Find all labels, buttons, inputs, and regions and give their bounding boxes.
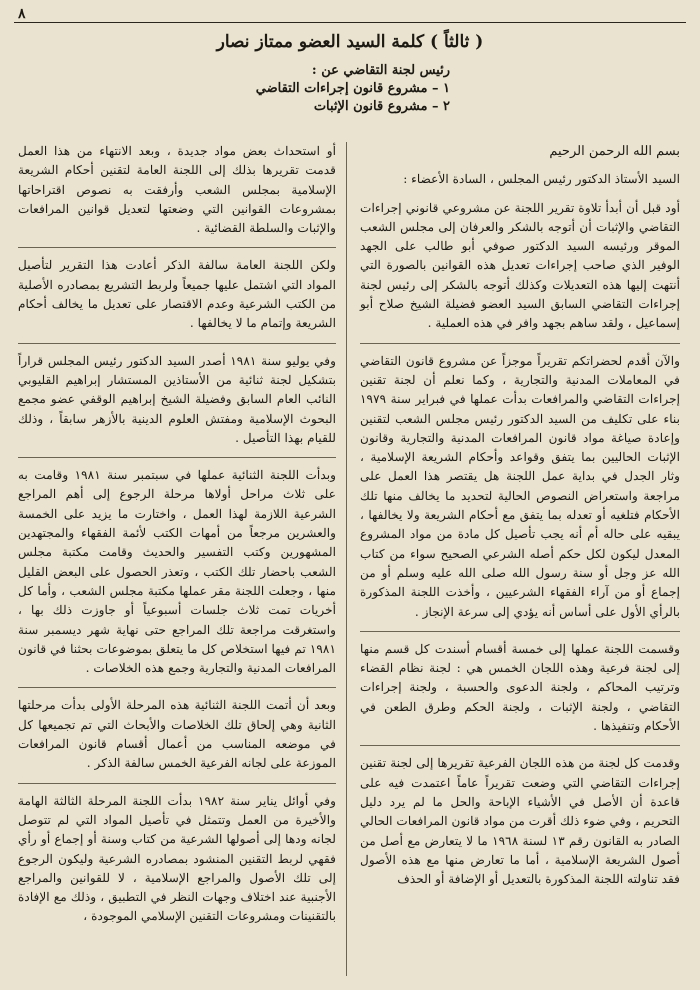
divider-line [18, 457, 336, 458]
paragraph: والآن أقدم لحضراتكم تقريراً موجزاً عن مشروع قانون التقاضي في المعاملات المدنية والتجارية ، وكما نعلم أن لجنة تقنين إجراءات التقاضي والمرافعات بدأت عملها في فبراير سنة ١٩٧٩ بناء على تكليف من السيد الدكتور رئيس مجلس الشعب لتقنين وإعادة صياغة مواد قانون المرافعات المدنية والتجارية وقانون الإثبات الحاليين بما يتفق وقواعد وأحكام الشريعة الإسلامية ، وثار الجدل في بداية عمل اللجنة هل يقتصر هذا العمل على مراجعة واستعراض النصوص الحالية لتحديد ما يخالف منها تلك الأحكام فتلغيه أو تعدله بما يتفق مع أحكام الشريعة ولا يخالفها ، يبقيه على حاله أم أنه يجب تأصيل كل مادة من مواد المشروع المعدل ليكون لكل حكم أصله الشرعي الصحيح سواء من كتاب الله عز وجل أو سنة رسول الله صلى الله عليه وسلم أو من إجماع أو من آراء الفقهاء الشرعيين ، وأخذت اللجنة المذكورة بالرأي الأول على أساس أنه يؤدي إلى سرعة الإنجاز . [360, 353, 680, 619]
divider-line [18, 343, 336, 344]
salutation: السيد الأستاذ الدكتور رئيس المجلس ، السادة الأعضاء : [403, 172, 680, 187]
paragraph: أود قبل أن أبدأ تلاوة تقرير اللجنة عن مشروعي قانوني إجراءات التقاضي والإثبات أن أتوجه بالشكر والعرفان إلى مجلس الشعب الموقر ورئيسه السيد الدكتور صوفي أبو طالب على الجهد الوفير الذي صاحب إجراءات تعديل هذه القوانين بالصورة التي أنتهت إليها هذه التعديلات وكذلك أتوجه بالشكر إلى رئيس لجنة إجراءات التقاضي السابق السيد العضو فضيلة الشيخ صلاح أبو إسماعيل ، ولقد ساهم بجهد وافر في هذه العملية . [360, 200, 680, 331]
paragraph: وفي يوليو سنة ١٩٨١ أصدر السيد الدكتور رئيس المجلس قراراً بتشكيل لجنة ثنائية من الأستاذين المستشار إبراهيم القليوبي النائب العام السابق وفضيلة الشيخ إبراهيم الوقفي عضو مجمع البحوث الإسلامية ومفتش العلوم الدينية بالأزهر سابقاً ، وذلك للقيام بهذا التأصيل . [18, 353, 336, 445]
paragraph: ولكن اللجنة العامة سالفة الذكر أعادت هذا التقرير لتأصيل المواد التي اشتمل عليها جميعاً ولربط التشريع بمصادره الأصلية من الكتب الشرعية وعدم الاقتصار على تعديل ما يخالف أحكام الشريعة وإتمام ما لا يخالفها . [18, 258, 336, 331]
top-rule [14, 22, 686, 23]
divider-line [360, 745, 680, 746]
paragraph: وقدمت كل لجنة من هذه اللجان الفرعية تقريرها إلى لجنة تقنين إجراءات التقاضي التي وضعت تقريراً عاماً اعتمدت فيه على قاعدة أن الأصل في الأشياء الإباحة والحل ما لم يرد دليل التحريم ، وفي ضوء ذلك أقرت من مواد قانون المرافعات الحالي الصادر به القانون رقم ١٣ لسنة ١٩٦٨ ما لا يتعارض مع أصل من أصول الشريعة الإسلامية ، أما ما تعارض منها مع هذه الأصول فقد تناولته اللجنة المذكورة بالتعديل أو الإضافة أو الحذف [360, 756, 681, 887]
paragraph: وفي أوائل يناير سنة ١٩٨٢ بدأت اللجنة المرحلة الثالثة الهامة والأخيرة من العمل وتتمثل في تأصيل المواد التي لم تتوصل لجانه ودها إلى أصولها الشرعية من كتاب وسنة أو إجماع أو رأي فقهي لربط التقنين المنشود بمصادره الشرعية وليكون الرجوع إلى تلك الأصول والمراجع الإسلامية ، لا للقوانين والمراجع الأجنبية عند اختلاف وجهات النظر في التطبيق ، وذلك مع الإفادة بالتقنينات ومشروعات التقنين الإسلامي الموجودة ، [18, 793, 336, 924]
basmala: بسم الله الرحمن الرحيم [549, 144, 680, 159]
paragraph: وقسمت اللجنة عملها إلى خمسة أقسام أسندت كل قسم منها إلى لجنة فرعية وهذه اللجان الخمس هي : لجنة نظام القضاء وترتيب المحاكم ، ولجنة الدعوى والحسبة ، ولجنة إجراءات التقاضي ، ولجنة الإثبات ، ولجنة الحكم وطرق الطعن في الأحكام وتنفيذها . [360, 641, 680, 734]
right-column [360, 142, 680, 898]
header [0, 32, 700, 52]
column-divider [346, 142, 347, 976]
divider-line [360, 631, 680, 632]
paragraph: وبعد أن أتمت اللجنة الثنائية هذه المرحلة الأولى بدأت مرحلتها الثانية وهي إلحاق تلك الخلاصات والأبحاث التي تم تجميعها كل في موضعه المناسب من أعمال أقسام قانون المرافعات الموزعة على لجانه الفرعية الخمس سالفة الذكر . [18, 698, 336, 771]
paragraph: أو استحداث بعض مواد جديدة ، وبعد الانتهاء من هذا العمل قدمت تقريرها بذلك إلى اللجنة العامة لتقنين أحكام الشريعة الإسلامية بمجلس الشعب وأرفقت به نصوص اقتراحاتها بمشروعات القوانين التي وضعتها لتعديل قوانين المرافعات والإثبات والسلطة القضائية . [18, 144, 336, 236]
subtitle-line-2: ١ – مشروع قانون إجراءات التقاضي [255, 81, 450, 96]
subtitle-line-3: ٢ – مشروع قانون الإثبات [313, 99, 450, 114]
subtitle-line-1: رئيس لجنة التقاضي عن : [311, 63, 450, 78]
divider-line [18, 687, 336, 688]
page-number: ٨ [18, 6, 26, 22]
paragraph: وبدأت اللجنة الثنائية عملها في سبتمبر سنة ١٩٨١ وقامت به على ثلاث مراحل أولاها مرحلة الرجوع إلى أهم المراجع الشرعية اللازمة لهذا العمل ، واختارت ما يزيد على الخمسة والعشرين مرجعاً من أمهات الكتب لأئمة الفقهاء والمجتهدين المشهورين وكتب التفسير والحديث وقامت مكتبة مجلس الشعب باحضار تلك الكتب ، وتعذر الحصول على البعض القليل منها ، وجعلت اللجنة مقر عملها مكتبة مجلس الشعب ، وأما كل أخريات تمت ثلاث جلسات أسبوعياً أو جاوزت ذلك بها ، واستغرقت مراجعة تلك المراجع حتى نهاية شهر ديسمبر سنة ١٩٨١ تم فيها استخلاص كل ما يتعلق بموضوعات بحثنا في قانون المرافعات المدنية والتجارية وجمع هذه الخلاصات . [18, 468, 336, 676]
subtitle-block [100, 62, 600, 116]
left-column [18, 142, 336, 936]
page-title: ( ثالثاً ) كلمة السيد العضو ممتاز نصار [216, 32, 484, 52]
divider-line [360, 343, 680, 344]
divider-line [18, 247, 336, 248]
divider-line [18, 783, 336, 784]
